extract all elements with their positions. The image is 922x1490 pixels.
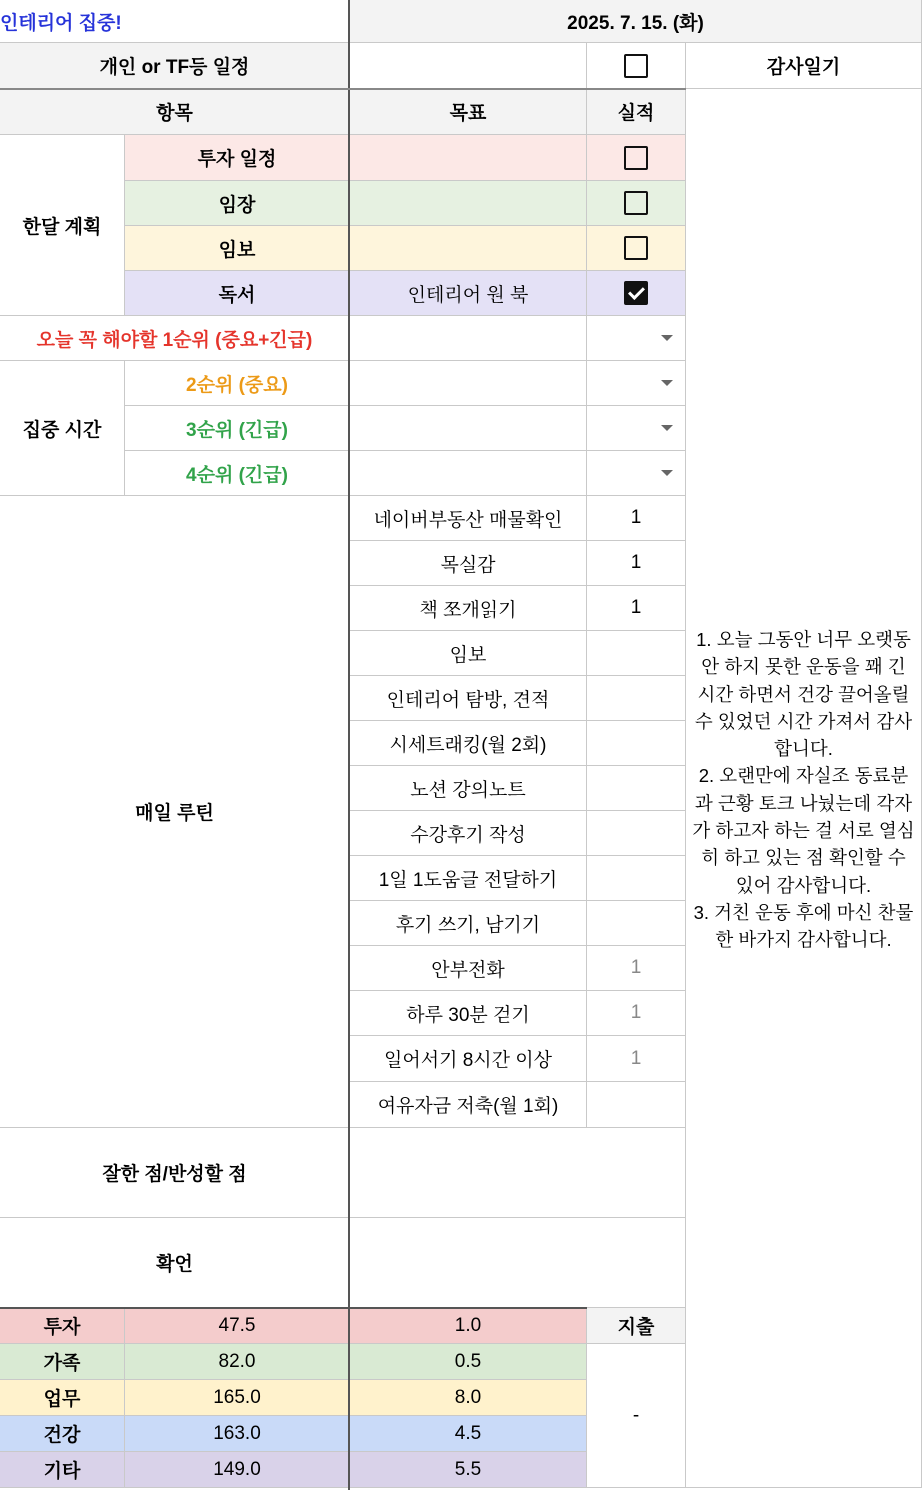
plan-result-investment[interactable] xyxy=(587,135,686,181)
summary-today[interactable] xyxy=(350,1452,587,1488)
summary-total-value: 47.5 xyxy=(218,1314,256,1336)
column-header-result[interactable] xyxy=(587,89,686,135)
summary-category[interactable] xyxy=(0,1416,125,1452)
priority-2-label[interactable] xyxy=(125,361,350,406)
routine-item-name: 목실감 xyxy=(440,554,496,576)
reflection-label[interactable] xyxy=(0,1128,350,1218)
routine-item[interactable] xyxy=(350,901,587,946)
personal-schedule-label[interactable] xyxy=(0,43,350,89)
summary-total-value: 163.0 xyxy=(213,1422,261,1444)
date-text: 2025. 7. 15. (화) xyxy=(567,12,704,34)
routine-item-name: 노션 강의노트 xyxy=(410,779,526,801)
routine-value[interactable] xyxy=(587,541,686,586)
gratitude-label-text: 감사일기 xyxy=(766,57,841,78)
summary-category[interactable] xyxy=(0,1344,125,1380)
routine-item-name: 하루 30분 걷기 xyxy=(406,1004,530,1026)
summary-today-value: 0.5 xyxy=(454,1350,482,1372)
summary-category-name: 가족 xyxy=(43,1353,81,1374)
monthly-plan-label[interactable] xyxy=(0,135,125,316)
priority-4-goal[interactable] xyxy=(350,451,587,496)
column-divider xyxy=(348,0,350,1490)
priority-4-text: 4순위 (긴급) xyxy=(186,464,288,486)
sheet-title[interactable] xyxy=(0,0,350,43)
summary-today[interactable] xyxy=(350,1344,587,1380)
focus-time-label[interactable] xyxy=(0,361,125,496)
summary-today[interactable] xyxy=(350,1416,587,1452)
routine-item-name: 인테리어 탐방, 견적 xyxy=(386,689,550,711)
summary-today-value: 4.5 xyxy=(454,1422,482,1444)
routine-value[interactable] xyxy=(587,1082,686,1128)
plan-item-investment[interactable] xyxy=(125,135,350,181)
plan-result-reading[interactable] xyxy=(587,271,686,316)
summary-category-name: 기타 xyxy=(43,1461,81,1482)
priority-3-label[interactable] xyxy=(125,406,350,451)
routine-value[interactable] xyxy=(587,496,686,541)
chevron-down-icon[interactable] xyxy=(661,335,673,341)
date-cell[interactable] xyxy=(350,0,922,43)
routine-item-name: 1일 1도움글 전달하기 xyxy=(378,869,558,891)
column-header-goal[interactable] xyxy=(350,89,587,135)
column-goal-text: 목표 xyxy=(449,103,487,124)
summary-category-name: 업무 xyxy=(43,1389,81,1410)
plan-goal-report[interactable] xyxy=(350,226,587,271)
plan-result-site-visit[interactable] xyxy=(587,181,686,226)
priority-3-goal[interactable] xyxy=(350,406,587,451)
personal-schedule-input[interactable] xyxy=(350,43,587,89)
daily-routine-text: 매일 루틴 xyxy=(135,803,214,824)
routine-value-text: 1 xyxy=(630,957,642,978)
routine-item[interactable] xyxy=(350,631,587,676)
expense-value-text: - xyxy=(632,1404,640,1426)
priority-1-text: 오늘 꼭 해야할 1순위 (중요+긴급) xyxy=(36,329,313,351)
monthly-plan-text: 한달 계획 xyxy=(22,216,102,238)
affirmation-text: 확언 xyxy=(156,1254,193,1275)
routine-value-text: 1 xyxy=(630,552,642,573)
summary-divider xyxy=(0,1307,587,1309)
affirmation-label[interactable] xyxy=(0,1218,350,1308)
chevron-down-icon[interactable] xyxy=(661,425,673,431)
priority-2-dropdown[interactable] xyxy=(587,361,686,406)
plan-item-reading[interactable] xyxy=(125,271,350,316)
summary-today[interactable] xyxy=(350,1380,587,1416)
routine-value[interactable] xyxy=(587,586,686,631)
routine-item[interactable] xyxy=(350,856,587,901)
plan-item-label: 독서 xyxy=(218,284,256,306)
routine-item[interactable] xyxy=(350,991,587,1036)
summary-today-value: 5.5 xyxy=(454,1458,482,1480)
routine-value[interactable] xyxy=(587,721,686,766)
chevron-down-icon[interactable] xyxy=(661,380,673,386)
routine-item[interactable] xyxy=(350,811,587,856)
affirmation-input[interactable] xyxy=(350,1218,686,1308)
routine-item-name: 네이버부동산 매물확인 xyxy=(373,509,563,531)
column-header-item[interactable] xyxy=(0,89,350,135)
priority-4-dropdown[interactable] xyxy=(587,451,686,496)
priority-1-goal[interactable] xyxy=(350,316,587,361)
summary-total[interactable] xyxy=(125,1416,350,1452)
summary-total[interactable] xyxy=(125,1380,350,1416)
routine-item-name: 책 쪼개읽기 xyxy=(419,599,517,621)
gratitude-journal-text: 1. 오늘 그동안 너무 오랫동안 하지 못한 운동을 꽤 긴 시간 하면서 건강 끌어올릴 수 있었던 시간 가져서 감사합니다. 2. 오랜만에 자실조 동료분과 근황 토크 나눴는데 각자가 하고자 하는 걸 서로 열심히 하고 있는 점 확인할 수 있어 감사합니다. 3. 거친 운동 후에 마신 찬물 한 바가지 감사합니다. xyxy=(692,629,915,951)
gratitude-label[interactable] xyxy=(686,43,922,89)
checkbox-investment[interactable] xyxy=(624,146,648,170)
reflection-input[interactable] xyxy=(350,1128,686,1218)
routine-value[interactable] xyxy=(587,901,686,946)
summary-category-name: 투자 xyxy=(43,1317,81,1338)
routine-value-text: 1 xyxy=(630,1047,642,1069)
routine-item[interactable] xyxy=(350,586,587,631)
expense-value[interactable] xyxy=(587,1344,686,1488)
routine-item-name: 안부전화 xyxy=(431,959,505,981)
sheet-title-text: 인테리어 집중! xyxy=(0,12,122,34)
routine-value-text: 1 xyxy=(630,507,642,528)
priority-1-dropdown[interactable] xyxy=(587,316,686,361)
summary-total-value: 82.0 xyxy=(218,1350,256,1372)
routine-value[interactable] xyxy=(587,856,686,901)
routine-value[interactable] xyxy=(587,946,686,991)
column-result-text: 실적 xyxy=(617,103,655,124)
summary-category[interactable] xyxy=(0,1380,125,1416)
routine-value[interactable] xyxy=(587,1036,686,1082)
routine-item[interactable] xyxy=(350,541,587,586)
gratitude-journal-cell[interactable] xyxy=(686,89,922,1488)
header-divider xyxy=(0,88,686,90)
summary-total[interactable] xyxy=(125,1452,350,1488)
routine-item-name: 수강후기 작성 xyxy=(410,824,526,846)
routine-value[interactable] xyxy=(587,811,686,856)
summary-today-value: 8.0 xyxy=(454,1386,482,1408)
plan-item-report[interactable] xyxy=(125,226,350,271)
routine-item[interactable] xyxy=(350,676,587,721)
routine-item[interactable] xyxy=(350,496,587,541)
routine-value[interactable] xyxy=(587,991,686,1036)
routine-item-name: 여유자금 저축(월 1회) xyxy=(377,1096,559,1117)
summary-total[interactable] xyxy=(125,1308,350,1344)
routine-item[interactable] xyxy=(350,1036,587,1082)
plan-goal-reading[interactable] xyxy=(350,271,587,316)
priority-1-label[interactable] xyxy=(0,316,350,361)
routine-item[interactable] xyxy=(350,946,587,991)
plan-item-label: 임장 xyxy=(218,194,256,216)
expense-label-text: 지출 xyxy=(617,1317,655,1338)
routine-value-text: 1 xyxy=(630,1002,642,1023)
routine-item-name: 후기 쓰기, 남기기 xyxy=(395,914,541,936)
plan-result-report[interactable] xyxy=(587,226,686,271)
summary-today-value: 1.0 xyxy=(454,1314,482,1336)
priority-3-text: 3순위 (긴급) xyxy=(186,419,288,441)
routine-item-name: 일어서기 8시간 이상 xyxy=(384,1050,552,1071)
routine-value[interactable] xyxy=(587,766,686,811)
plan-item-label: 임보 xyxy=(218,239,256,261)
expense-label[interactable] xyxy=(587,1308,686,1344)
plan-item-label: 투자 일정 xyxy=(197,149,277,170)
summary-today[interactable] xyxy=(350,1308,587,1344)
priority-4-label[interactable] xyxy=(125,451,350,496)
summary-total-value: 149.0 xyxy=(213,1458,261,1480)
plan-item-site-visit[interactable] xyxy=(125,181,350,226)
personal-schedule-text: 개인 or TF등 일정 xyxy=(99,57,250,78)
personal-checkbox-cell[interactable] xyxy=(587,43,686,89)
summary-total-value: 165.0 xyxy=(213,1386,261,1408)
priority-3-dropdown[interactable] xyxy=(587,406,686,451)
routine-item[interactable] xyxy=(350,721,587,766)
routine-item-name: 시세트래킹(월 2회) xyxy=(389,734,547,756)
summary-category[interactable] xyxy=(0,1308,125,1344)
checkbox-report[interactable] xyxy=(624,236,648,260)
focus-time-text: 집중 시간 xyxy=(22,419,102,441)
reflection-text: 잘한 점/반성할 점 xyxy=(102,1164,247,1185)
column-item-text: 항목 xyxy=(156,103,193,124)
priority-2-text: 2순위 (중요) xyxy=(186,374,288,396)
checkbox-reading-checked[interactable] xyxy=(624,281,648,305)
checkbox-site-visit[interactable] xyxy=(624,191,648,215)
plan-goal-text: 인테리어 원 북 xyxy=(407,284,529,306)
summary-category-name: 건강 xyxy=(43,1425,81,1446)
routine-value[interactable] xyxy=(587,631,686,676)
routine-value-text: 1 xyxy=(630,597,642,618)
routine-item[interactable] xyxy=(350,1082,587,1128)
daily-routine-label[interactable] xyxy=(0,496,350,1128)
chevron-down-icon[interactable] xyxy=(661,470,673,476)
routine-item-name: 임보 xyxy=(449,644,487,666)
plan-goal-site-visit[interactable] xyxy=(350,181,587,226)
summary-category[interactable] xyxy=(0,1452,125,1488)
routine-item[interactable] xyxy=(350,766,587,811)
summary-total[interactable] xyxy=(125,1344,350,1380)
personal-checkbox[interactable] xyxy=(624,54,648,78)
plan-goal-investment[interactable] xyxy=(350,135,587,181)
routine-value[interactable] xyxy=(587,676,686,721)
priority-2-goal[interactable] xyxy=(350,361,587,406)
